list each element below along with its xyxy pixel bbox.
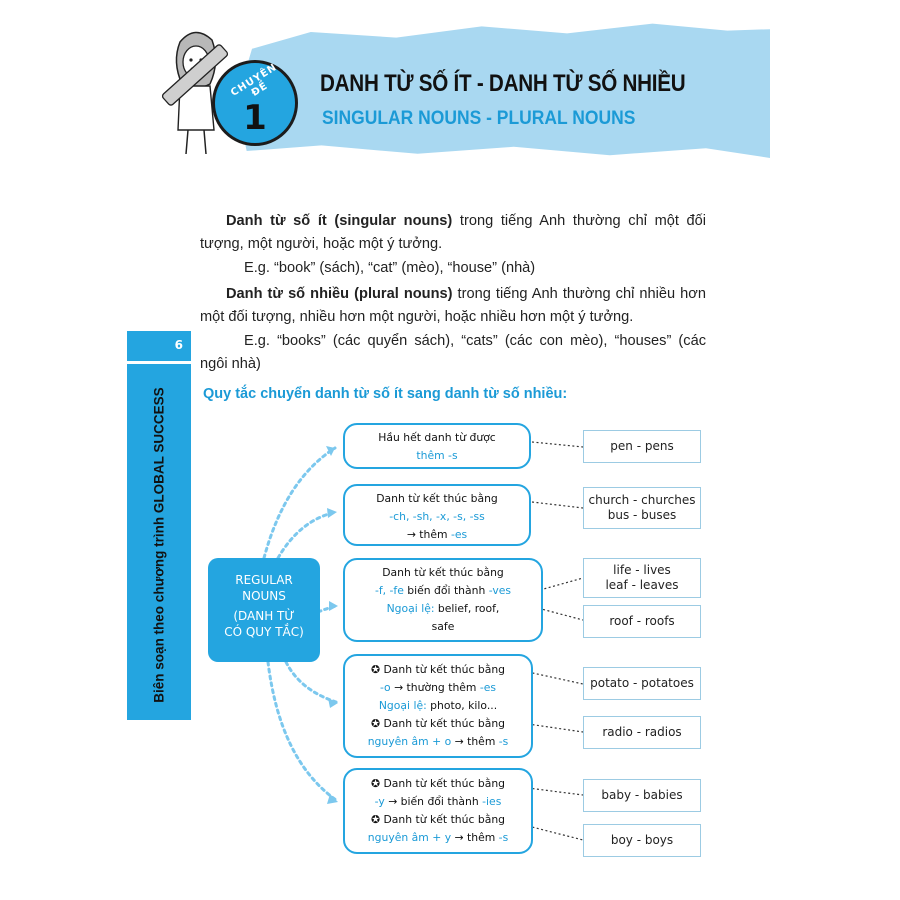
rule-2-line-2: -ch, -sh, -x, -s, -ss <box>389 510 485 523</box>
rule-4-line-3b: photo, kilo... <box>426 699 498 712</box>
rule-4-line-4: ✪ Danh từ kết thúc bằng <box>370 717 506 730</box>
rule-5-line-4b: → thêm <box>451 831 499 844</box>
rule-4-line-5 <box>345 733 531 751</box>
rule-1-line-1: Hầu hết danh từ được <box>378 431 496 444</box>
rule-4-line-5c: -s <box>498 735 509 748</box>
rule-3-line-2c: -ves <box>488 584 512 597</box>
example-boy-text: boy - boys <box>610 833 674 847</box>
rule-5-line-2a: -y <box>374 795 385 808</box>
rule-3-line-2b: biến đổi thành <box>403 584 489 597</box>
rule-2-line-3 <box>345 526 529 544</box>
example-pen-text: pen - pens <box>610 439 674 453</box>
rule-4-line-3 <box>345 697 531 715</box>
example-life <box>583 558 701 598</box>
rule-f-fe-ves <box>343 558 543 642</box>
example-life-line-2: leaf - leaves <box>605 578 679 592</box>
example-life-line-1: life - lives <box>613 563 671 577</box>
example-roof <box>583 605 701 638</box>
regular-nouns-node <box>208 558 320 662</box>
rule-4-line-2 <box>345 679 531 697</box>
example-church-line-2: bus - buses <box>607 508 677 522</box>
rule-5-line-2b: → biến đổi thành <box>384 795 483 808</box>
rule-y-ies <box>343 768 533 854</box>
rule-4-line-2a: -o <box>379 681 391 694</box>
singular-definition: trong tiếng Anh thường chỉ một đối tượng, một người, hoặc một ý tưởng. <box>200 213 707 252</box>
rule-4-line-3a: Ngoại lệ: <box>378 699 427 712</box>
chapter-badge-label: CHUYÊN ĐỀ <box>229 61 280 99</box>
rule-4-line-1: ✪ Danh từ kết thúc bằng <box>370 663 506 676</box>
rule-3-line-2a: -f, -fe <box>374 584 404 597</box>
example-singular: E.g. “book” (sách), “cat” (mèo), “house” (nhà) <box>244 260 536 276</box>
rule-o-es <box>343 654 533 758</box>
rule-add-es <box>343 484 531 546</box>
rule-3-line-3 <box>345 600 541 618</box>
example-baby <box>583 779 701 812</box>
rule-5-line-2c: -ies <box>482 795 502 808</box>
page-number: 6 <box>174 338 183 352</box>
example-baby-text: baby - babies <box>601 788 683 802</box>
rule-1-line-2: thêm -s <box>416 449 458 462</box>
chapter-title-vi: DANH TỪ SỐ ÍT - DANH TỪ SỐ NHIỀU <box>320 70 686 97</box>
example-pen <box>583 430 701 463</box>
example-potato-text: potato - potatoes <box>590 676 694 690</box>
center-line-4: CÓ QUY TẮC) <box>224 625 304 639</box>
example-roof-text: roof - roofs <box>609 614 675 628</box>
chapter-title-en: SINGULAR NOUNS - PLURAL NOUNS <box>322 108 636 129</box>
plural-definition: trong tiếng Anh thường chỉ nhiều hơn một đối tượng, nhiều hơn một người, hoặc nhiều hơn một ý tưởng. <box>200 286 706 325</box>
center-line-1: REGULAR <box>235 573 293 587</box>
rule-add-s <box>343 423 531 469</box>
rule-5-line-4c: -s <box>498 831 509 844</box>
rule-5-line-1: ✪ Danh từ kết thúc bằng <box>370 777 506 790</box>
rule-3-line-1: Danh từ kết thúc bằng <box>382 566 504 579</box>
sidebar-vertical-text: Biên soạn theo chương trình GLOBAL SUCCESS <box>151 387 167 703</box>
rule-3-line-2 <box>345 582 541 600</box>
plural-term: Danh từ số nhiều (plural nouns) <box>226 286 453 302</box>
center-line-2: NOUNS <box>242 589 286 603</box>
example-boy <box>583 824 701 857</box>
rule-4-line-2b: → thường thêm <box>390 681 480 694</box>
rule-3-line-4: safe <box>431 620 455 633</box>
rule-3-line-3a: Ngoại lệ: <box>386 602 435 615</box>
example-radio <box>583 716 701 749</box>
example-radio-text: radio - radios <box>602 725 682 739</box>
example-church <box>583 487 701 529</box>
example-church-line-1: church - churches <box>588 493 696 507</box>
section-heading: Quy tắc chuyển danh từ số ít sang danh từ số nhiều: <box>203 386 568 402</box>
rule-4-line-2c: -es <box>479 681 497 694</box>
example-plural-text: E.g. “books” (các quyển sách), “cats” (các con mèo), “houses” (các ngôi nhà) <box>200 333 706 372</box>
rule-4-line-5b: → thêm <box>451 735 499 748</box>
rule-2-line-3a: → thêm <box>406 528 451 541</box>
singular-term: Danh từ số ít (singular nouns) <box>226 213 453 229</box>
rule-5-line-2 <box>345 793 531 811</box>
example-potato <box>583 667 701 700</box>
rule-5-line-4a: nguyên âm + y <box>367 831 452 844</box>
rule-2-line-3b: -es <box>450 528 468 541</box>
rule-5-line-3: ✪ Danh từ kết thúc bằng <box>370 813 506 826</box>
chapter-number: 1 <box>243 98 267 138</box>
rule-4-line-5a: nguyên âm + o <box>367 735 452 748</box>
rule-3-line-3b: belief, roof, <box>434 602 500 615</box>
center-line-3: (DANH TỪ <box>233 609 295 623</box>
rule-2-line-1: Danh từ kết thúc bằng <box>376 492 498 505</box>
rule-5-line-4 <box>345 829 531 847</box>
